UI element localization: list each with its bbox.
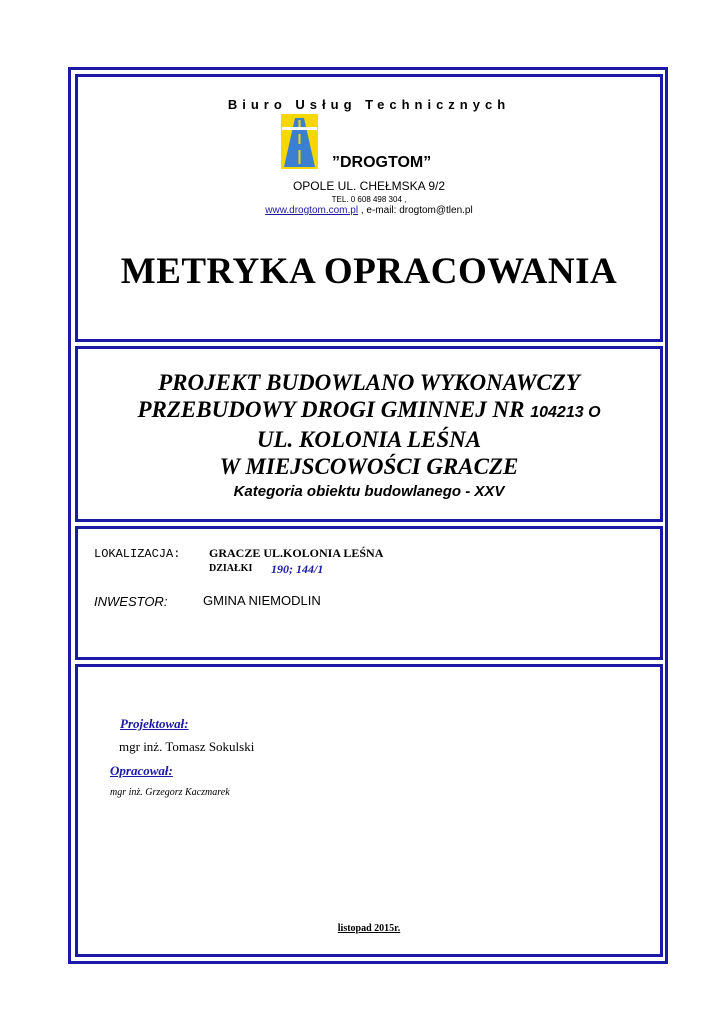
location-value: GRACZE UL.KOLONIA LEŚNA — [209, 546, 384, 560]
company-name: ”DROGTOM” — [332, 154, 432, 171]
building-category: Kategoria obiektu budowlanego - XXV — [233, 483, 505, 500]
company-line: Biuro Usług Technicznych — [227, 97, 511, 112]
document-date: listopad 2015r. — [337, 923, 401, 934]
header-section — [75, 74, 663, 342]
location-section — [75, 526, 663, 660]
document-title: METRYKA OPRACOWANIA — [120, 251, 618, 292]
project-section — [75, 346, 663, 522]
investor-value: GMINA NIEMODLIN — [203, 593, 321, 608]
email-text: , e-mail: drogtom@tlen.pl — [358, 205, 473, 216]
prepared-by-name: mgr inż. Grzegorz Kaczmarek — [110, 787, 230, 798]
company-contact — [78, 205, 660, 216]
project-line-2: PRZEBUDOWY DROGI GMINNEJ NR 104213 O — [137, 397, 601, 422]
company-address: OPOLE UL. CHEŁMSKA 9/2 — [292, 179, 446, 193]
plots-value: 190; 144/1 — [271, 562, 324, 576]
project-line-3: UL. KOLONIA LEŚNA — [256, 427, 482, 452]
project-line-4: W MIEJSCOWOŚCI GRACZE — [219, 454, 519, 479]
project-title — [78, 369, 660, 480]
road-number: 104213 O — [530, 404, 601, 421]
prepared-by-label: Opracował: — [110, 763, 173, 778]
designer-name: mgr inż. Tomasz Sokulski — [119, 739, 255, 754]
designer-label: Projektował: — [120, 716, 189, 731]
website-link[interactable]: www.drogtom.com.pl — [265, 205, 359, 216]
company-phone: TEL. 0 608 498 304 , — [331, 195, 407, 204]
road-logo-icon — [281, 114, 318, 169]
location-label: LOKALIZACJA: — [94, 547, 181, 561]
investor-label: INWESTOR: — [94, 594, 168, 609]
authors-section — [75, 664, 663, 957]
project-line-1: PROJEKT BUDOWLANO WYKONAWCZY — [158, 370, 580, 395]
plots-label: DZIAŁKI — [209, 563, 253, 574]
